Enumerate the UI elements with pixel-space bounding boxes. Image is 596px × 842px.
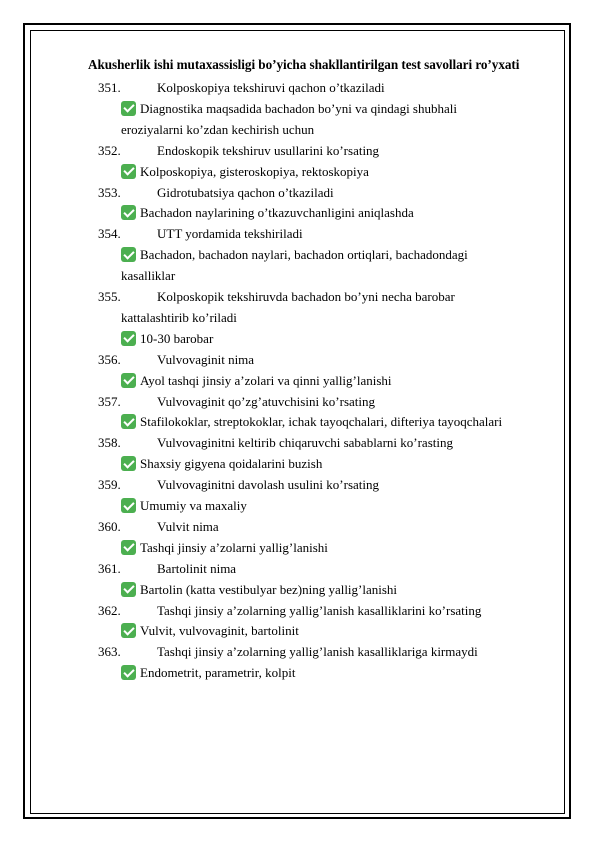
question-text-text: UTT yordamida tekshiriladi <box>157 226 303 242</box>
answer-text-text: Kolposkopiya, gisteroskopiya, rektoskopiya <box>140 163 369 179</box>
question-text <box>157 477 379 493</box>
check-mark-icon <box>121 665 136 680</box>
check-mark-icon <box>121 205 136 220</box>
answer-text <box>121 331 213 347</box>
answer-text <box>121 623 299 639</box>
question-text-text: Tashqi jinsiy a’zolarning yallig’lanish kasalliklariga kirmaydi <box>157 644 478 660</box>
answer-text <box>121 498 247 514</box>
answer-text <box>121 101 457 117</box>
answer-text <box>121 582 397 598</box>
question-number <box>98 226 121 242</box>
check-mark-icon <box>121 456 136 471</box>
question-text <box>157 519 219 535</box>
question-number <box>98 289 121 305</box>
answer-text <box>121 414 502 430</box>
question-text-text: Vulvovaginitni davolash usulini ko’rsating <box>157 477 380 493</box>
question-number <box>98 644 121 660</box>
question-text-text: Vulvovaginit nima <box>157 351 255 367</box>
check-mark-icon <box>121 373 136 388</box>
answer-text <box>121 247 468 263</box>
question-number-text: 352. <box>98 142 121 158</box>
check-mark-icon <box>121 498 136 513</box>
question-number-text: 363. <box>98 644 121 660</box>
question-number-text: 357. <box>98 393 121 409</box>
answer-text-continued-text: kasalliklar <box>121 268 176 284</box>
question-number-text: 356. <box>98 351 121 367</box>
answer-text-text: 10-30 barobar <box>140 330 214 346</box>
question-number-text: 359. <box>98 477 121 493</box>
check-mark-icon <box>121 331 136 346</box>
question-text-text: Bartolinit nima <box>157 560 237 576</box>
question-text <box>157 143 379 159</box>
answer-text-text: Shaxsiy gigyena qoidalarini buzish <box>140 456 323 472</box>
answer-text-continued <box>121 268 175 284</box>
question-text-continued <box>121 310 237 326</box>
check-mark-icon <box>121 623 136 638</box>
question-number-text: 355. <box>98 289 121 304</box>
answer-text-text: Umumiy va maxaliy <box>140 498 247 513</box>
answer-text <box>121 665 295 681</box>
check-mark-icon <box>121 247 136 262</box>
question-text <box>157 561 236 577</box>
question-text-text: Kolposkopiya tekshiruvi qachon o’tkaziladi <box>157 80 385 95</box>
question-number-text: 360. <box>98 518 121 534</box>
question-text-text: Endoskopik tekshiruv usullarini ko’rsating <box>157 142 380 158</box>
question-number <box>98 435 121 451</box>
question-number-text: 361. <box>98 560 121 576</box>
question-number <box>98 143 121 159</box>
answer-text-text: Diagnostika maqsadida bachadon bo’yni va qindagi shubhali <box>140 100 457 116</box>
answer-text-text: Vulvit, vulvovaginit, bartolinit <box>140 623 299 639</box>
question-number <box>98 352 121 368</box>
question-text <box>157 289 455 305</box>
check-mark-icon <box>121 164 136 179</box>
answer-text-text: Stafilokoklar, streptokoklar, ichak tayoqchalari, difteriya tayoqchalari <box>140 414 503 430</box>
question-text-text: Kolposkopik tekshiruvda bachadon bo’yni necha barobar <box>157 289 455 304</box>
answer-text <box>121 540 328 556</box>
answer-text-text: Tashqi jinsiy a’zolarni yallig’lanishi <box>140 539 328 555</box>
question-text <box>157 352 254 368</box>
question-text <box>157 435 453 451</box>
question-text <box>157 644 478 660</box>
question-text-text: Gidrotubatsiya qachon o’tkaziladi <box>157 184 334 200</box>
question-text-text: Vulvit nima <box>157 518 219 534</box>
question-number <box>98 394 121 410</box>
answer-text-text: Endometrit, parametrir, kolpit <box>140 665 296 681</box>
answer-text-text: Bartolin (katta vestibulyar bez)ning yallig’lanishi <box>140 581 398 597</box>
question-text <box>157 80 385 96</box>
question-number <box>98 80 121 96</box>
answer-text <box>121 373 392 389</box>
page-title: Akusherlik ishi mutaxassisligi bo’yicha shakllantirilgan test savollari ro’yxati <box>88 57 520 72</box>
question-number-text: 351. <box>98 80 121 95</box>
question-text-text: Vulvovaginit qo’zg’atuvchisini ko’rsating <box>157 393 376 409</box>
answer-text-continued-text: eroziyalarni ko’zdan kechirish uchun <box>121 121 315 137</box>
question-text <box>157 226 303 242</box>
check-mark-icon <box>121 414 136 429</box>
question-number <box>98 185 121 201</box>
check-mark-icon <box>121 540 136 555</box>
question-number-text: 353. <box>98 184 121 200</box>
question-text <box>157 185 334 201</box>
check-mark-icon <box>121 582 136 597</box>
answer-text <box>121 164 369 180</box>
question-number <box>98 603 121 619</box>
check-mark-icon <box>121 101 136 116</box>
question-number <box>98 477 121 493</box>
question-number-text: 358. <box>98 435 121 451</box>
question-text <box>157 394 375 410</box>
question-number <box>98 561 121 577</box>
question-number <box>98 519 121 535</box>
answer-text <box>121 205 414 221</box>
answer-text <box>121 456 322 472</box>
answer-text-text: Ayol tashqi jinsiy a’zolari va qinni yallig’lanishi <box>140 372 392 388</box>
answer-text-text: Bachadon naylarining o’tkazuvchanligini aniqlashda <box>140 205 414 221</box>
question-text-continued-text: kattalashtirib ko’riladi <box>121 309 237 325</box>
question-text-text: Tashqi jinsiy a’zolarning yallig’lanish kasalliklarini ko’rsating <box>157 602 482 618</box>
question-text <box>157 603 481 619</box>
question-number-text: 354. <box>98 226 121 242</box>
answer-text-continued <box>121 122 314 138</box>
question-text-text: Vulvovaginitni keltirib chiqaruvchi sabablarni ko’rasting <box>157 435 453 451</box>
question-number-text: 362. <box>98 602 121 618</box>
answer-text-text: Bachadon, bachadon naylari, bachadon ortiqlari, bachadondagi <box>140 247 468 263</box>
